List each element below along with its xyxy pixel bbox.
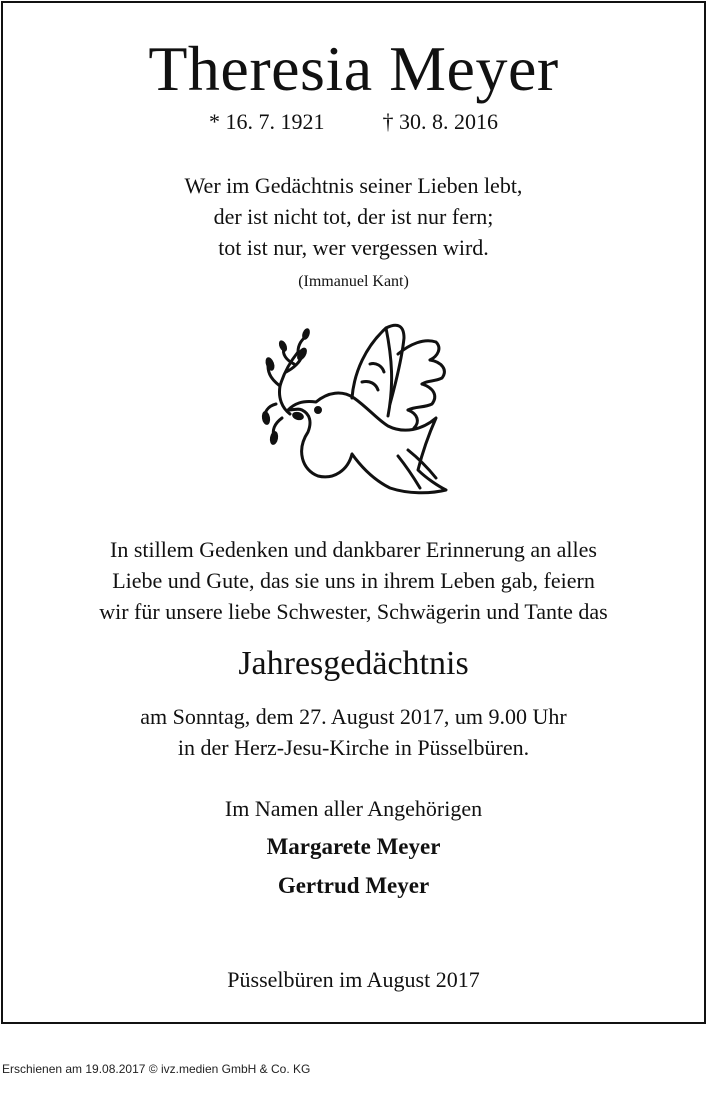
quote-line-3: tot ist nur, wer vergessen wird. — [218, 235, 489, 260]
anniversary-heading: Jahresgedächtnis — [238, 645, 469, 682]
death-date: † 30. 8. 2016 — [382, 109, 498, 134]
quote-line-2: der ist nicht tot, der ist nur fern; — [213, 204, 494, 229]
place-and-date: Püsselbüren im August 2017 — [227, 967, 480, 992]
quote-author: (Immanuel Kant) — [298, 273, 409, 290]
obituary-notice — [1, 1, 706, 1024]
quote-line-1: Wer im Gedächtnis seiner Lieben lebt, — [184, 173, 523, 198]
service-details-line-2: in der Herz-Jesu-Kirche in Püsselbüren. — [177, 735, 530, 760]
signer-name: Gertrud Meyer — [277, 873, 430, 898]
service-details-line-1: am Sonntag, dem 27. August 2017, um 9.00 Uhr — [140, 704, 567, 729]
life-dates — [3, 108, 704, 136]
memorial-text-line-1: In stillem Gedenken und dankbarer Erinnerung an alles — [110, 537, 597, 562]
deceased-name: Theresia Meyer — [148, 33, 559, 104]
publication-footer: Erschienen am 19.08.2017 © ivz.medien GmbH & Co. KG — [2, 1062, 311, 1076]
memorial-text-line-2: Liebe und Gute, das sie uns in ihrem Leben gab, feiern — [112, 568, 595, 593]
memorial-text-line-3: wir für unsere liebe Schwester, Schwägerin und Tante das — [99, 599, 608, 624]
signer-name: Margarete Meyer — [266, 834, 441, 859]
dove-with-olive-branch-icon — [258, 318, 458, 498]
birth-date: * 16. 7. 1921 — [209, 109, 325, 134]
on-behalf-text: Im Namen aller Angehörigen — [224, 796, 483, 821]
